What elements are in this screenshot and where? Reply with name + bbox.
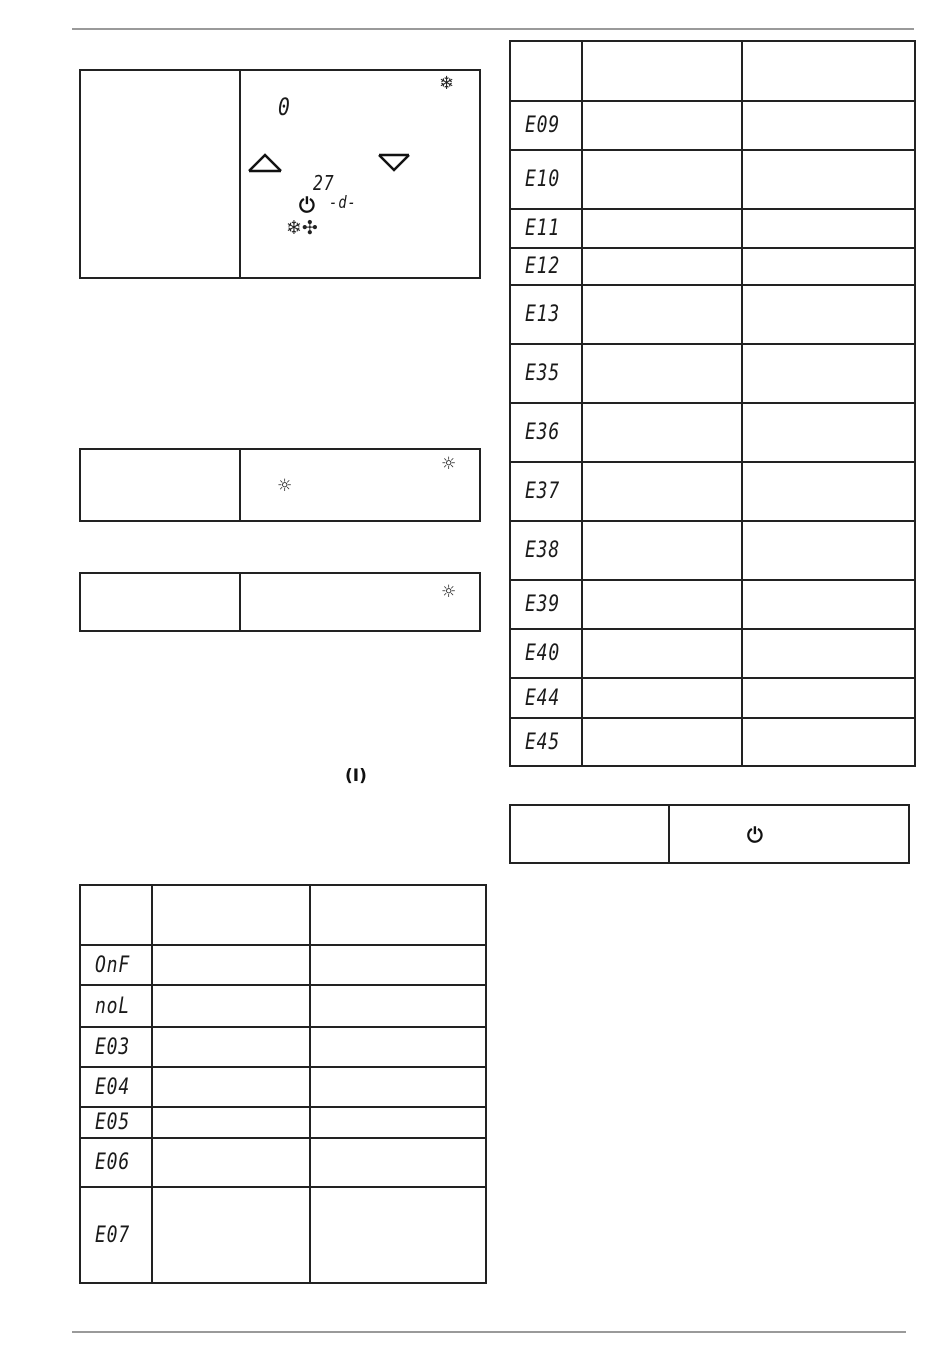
table-row xyxy=(80,1138,486,1187)
blinking-sun-icon: ☼ xyxy=(441,454,457,474)
table-row xyxy=(80,945,486,985)
table-row xyxy=(510,718,915,766)
table-row xyxy=(510,678,915,718)
table-row xyxy=(80,1067,486,1107)
error-code: E06 xyxy=(94,1150,130,1175)
table-row xyxy=(510,101,915,150)
error-code: E10 xyxy=(524,167,560,192)
up-arrow-icon xyxy=(247,151,283,173)
error-code: E35 xyxy=(524,361,560,386)
table-row xyxy=(80,985,486,1027)
display-digit-zero: 0 xyxy=(278,93,291,121)
error-table-left xyxy=(79,884,487,1284)
error-code: E36 xyxy=(524,420,560,445)
display-temperature: 27 xyxy=(313,171,335,195)
error-code: E09 xyxy=(524,113,560,138)
error-code: E44 xyxy=(524,685,560,711)
table-header-row xyxy=(510,41,915,101)
table-row xyxy=(80,1187,486,1283)
table-row xyxy=(510,580,915,629)
table-row xyxy=(510,344,915,403)
blinking-sun-icon: ☼ xyxy=(441,582,457,602)
table-row xyxy=(510,403,915,462)
error-code: noL xyxy=(94,993,130,1019)
power-box xyxy=(509,804,910,864)
error-code: E12 xyxy=(524,254,560,279)
error-code: E11 xyxy=(524,216,560,241)
blinking-sun-icon: ☼ xyxy=(277,476,293,496)
table-row xyxy=(510,462,915,521)
table-row xyxy=(510,209,915,248)
error-table-right xyxy=(509,40,916,767)
error-code: E03 xyxy=(94,1034,130,1060)
down-arrow-icon xyxy=(377,153,411,173)
error-code: E04 xyxy=(94,1074,130,1100)
table-row xyxy=(510,150,915,209)
error-code: E38 xyxy=(524,538,560,563)
error-code: OnF xyxy=(94,952,130,978)
indicator-box-2 xyxy=(79,572,481,632)
snowflake-icon: ❄ xyxy=(439,73,455,94)
indicator-box-1 xyxy=(79,448,481,522)
header-rule xyxy=(72,28,914,30)
timer-indicator: -d- xyxy=(329,193,357,213)
error-code: E05 xyxy=(94,1110,130,1135)
error-code: E40 xyxy=(524,641,560,666)
display-panel-box xyxy=(79,69,481,279)
error-code: E07 xyxy=(94,1222,130,1248)
table-row xyxy=(510,629,915,678)
table-row xyxy=(510,521,915,580)
cool-fan-icons: ❄✣ xyxy=(286,217,318,239)
table-header-row xyxy=(80,885,486,945)
table-row xyxy=(80,1027,486,1067)
table-row xyxy=(510,285,915,344)
error-code: E45 xyxy=(524,729,560,755)
table-row xyxy=(510,248,915,285)
power-icon: ⏻ xyxy=(747,823,763,847)
footer-rule xyxy=(72,1331,906,1333)
error-code: E39 xyxy=(524,592,560,617)
table-row xyxy=(80,1107,486,1138)
water-tank-icon: (Ⅰ) xyxy=(345,766,367,786)
power-icon: ⏻ xyxy=(299,193,315,217)
error-code: E37 xyxy=(524,479,560,504)
error-code: E13 xyxy=(524,302,560,327)
